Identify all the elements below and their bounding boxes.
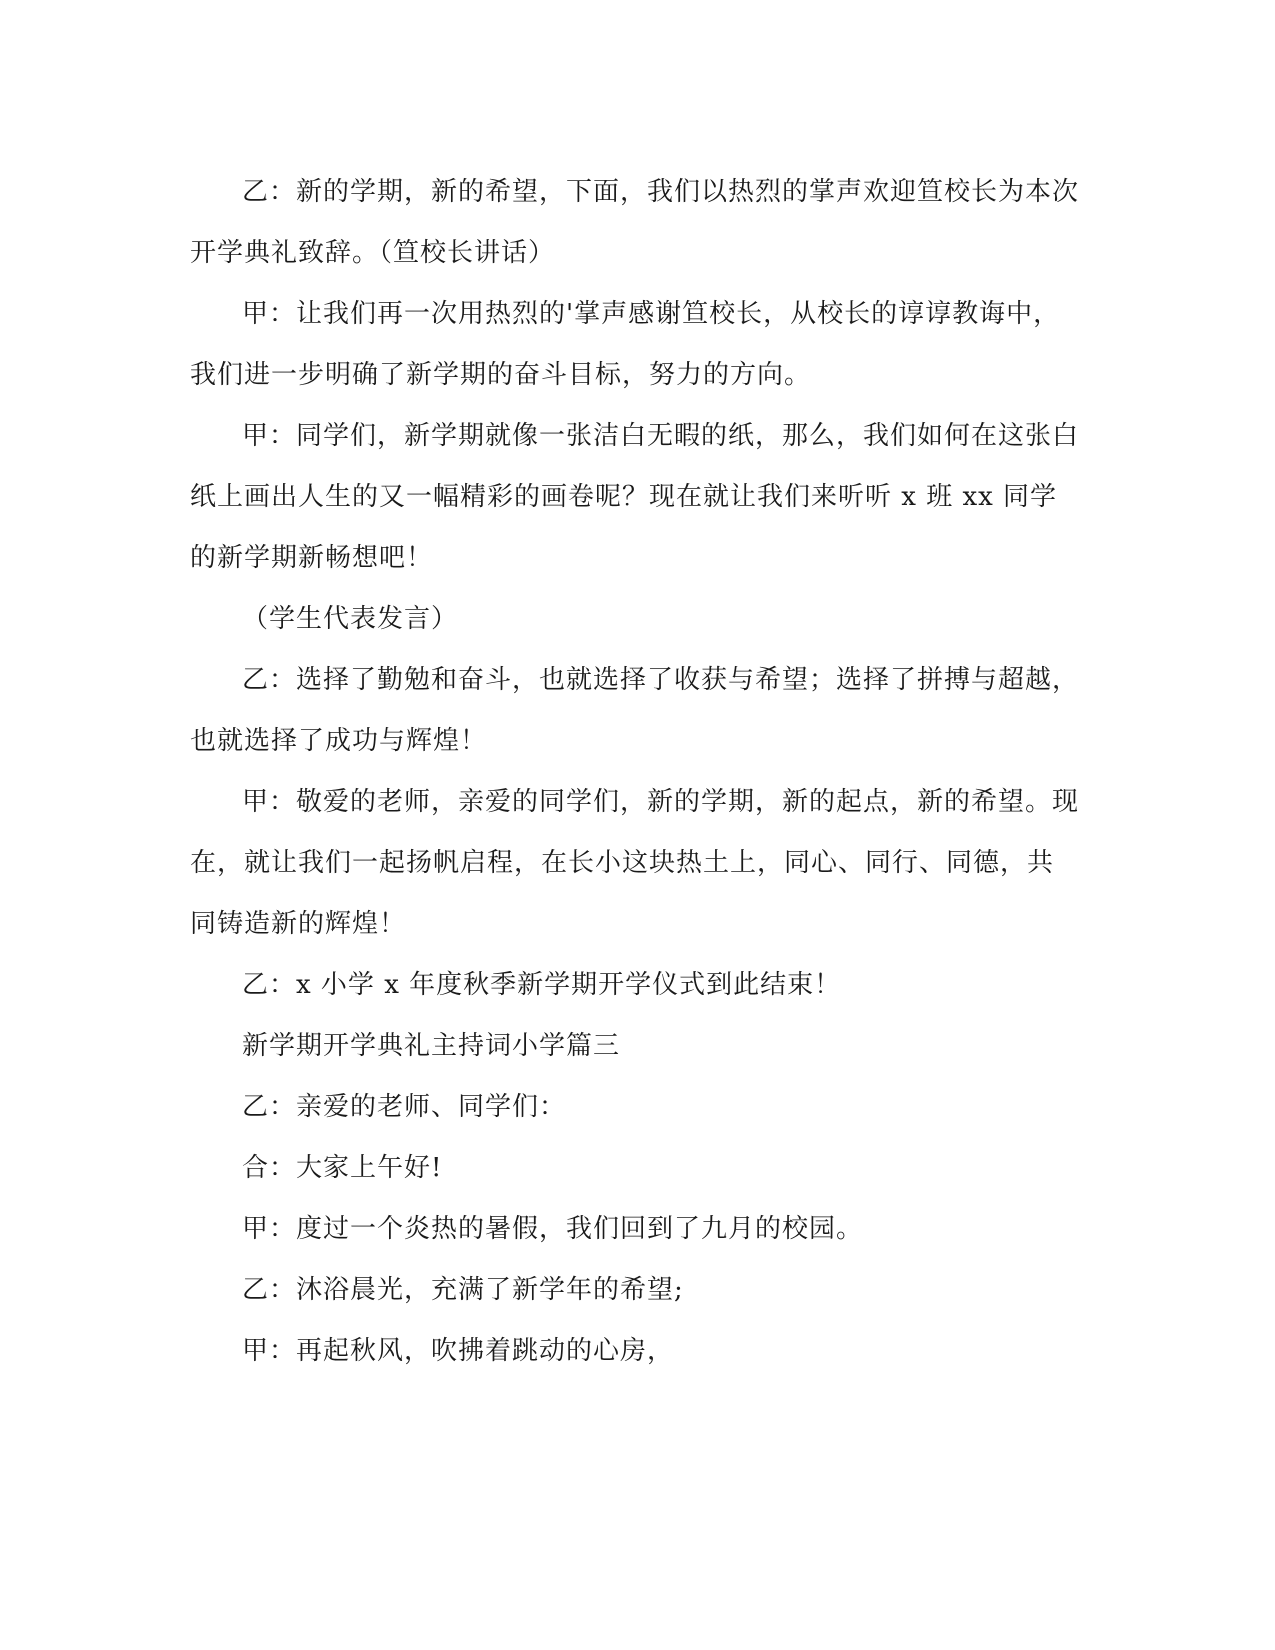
section-heading: 新学期开学典礼主持词小学篇三 — [242, 1031, 621, 1061]
paragraph-greeting: 乙：亲爱的老师、同学们： — [242, 1092, 567, 1122]
paragraph-principal-speech-intro: 乙：新的学期，新的希望，下面，我们以热烈的掌声欢迎笪校长为本次开学典礼致辞。（笪校长讲话） — [190, 177, 1080, 268]
paragraph-new-start: 甲：敬爱的老师，亲爱的同学们，新的学期，新的起点，新的希望。现在，就让我们一起扬帆启程，在长小这块热土上，同心、同行、同德，共同铸造新的辉煌！ — [190, 787, 1080, 939]
paragraph-ceremony-end: 乙：x 小学 x 年度秋季新学期开学仪式到此结束！ — [242, 970, 842, 1000]
paragraph-summer: 甲：度过一个炎热的暑假，我们回到了九月的校园。 — [242, 1214, 864, 1244]
paragraph-diligence: 乙：选择了勤勉和奋斗，也就选择了收获与希望；选择了拼搏与超越，也就选择了成功与辉煌！ — [190, 665, 1080, 756]
paragraph-together: 合：大家上午好! — [242, 1153, 443, 1183]
paragraph-morning-light: 乙：沐浴晨光，充满了新学年的希望; — [242, 1275, 684, 1305]
document-body — [190, 162, 1080, 1382]
paragraph-autumn-wind: 甲：再起秋风，吹拂着跳动的心房， — [242, 1336, 675, 1366]
paragraph-student-intro: 甲：同学们，新学期就像一张洁白无暇的纸，那么，我们如何在这张白纸上画出人生的又一幅精彩的画卷呢？现在就让我们来听听 x 班 xx 同学的新学期新畅想吧！ — [190, 421, 1080, 573]
paragraph-student-speech-note: （学生代表发言） — [242, 604, 459, 634]
paragraph-thank-principal: 甲：让我们再一次用热烈的'掌声感谢笪校长，从校长的谆谆教诲中，我们进一步明确了新学期的奋斗目标，努力的方向。 — [190, 299, 1061, 390]
